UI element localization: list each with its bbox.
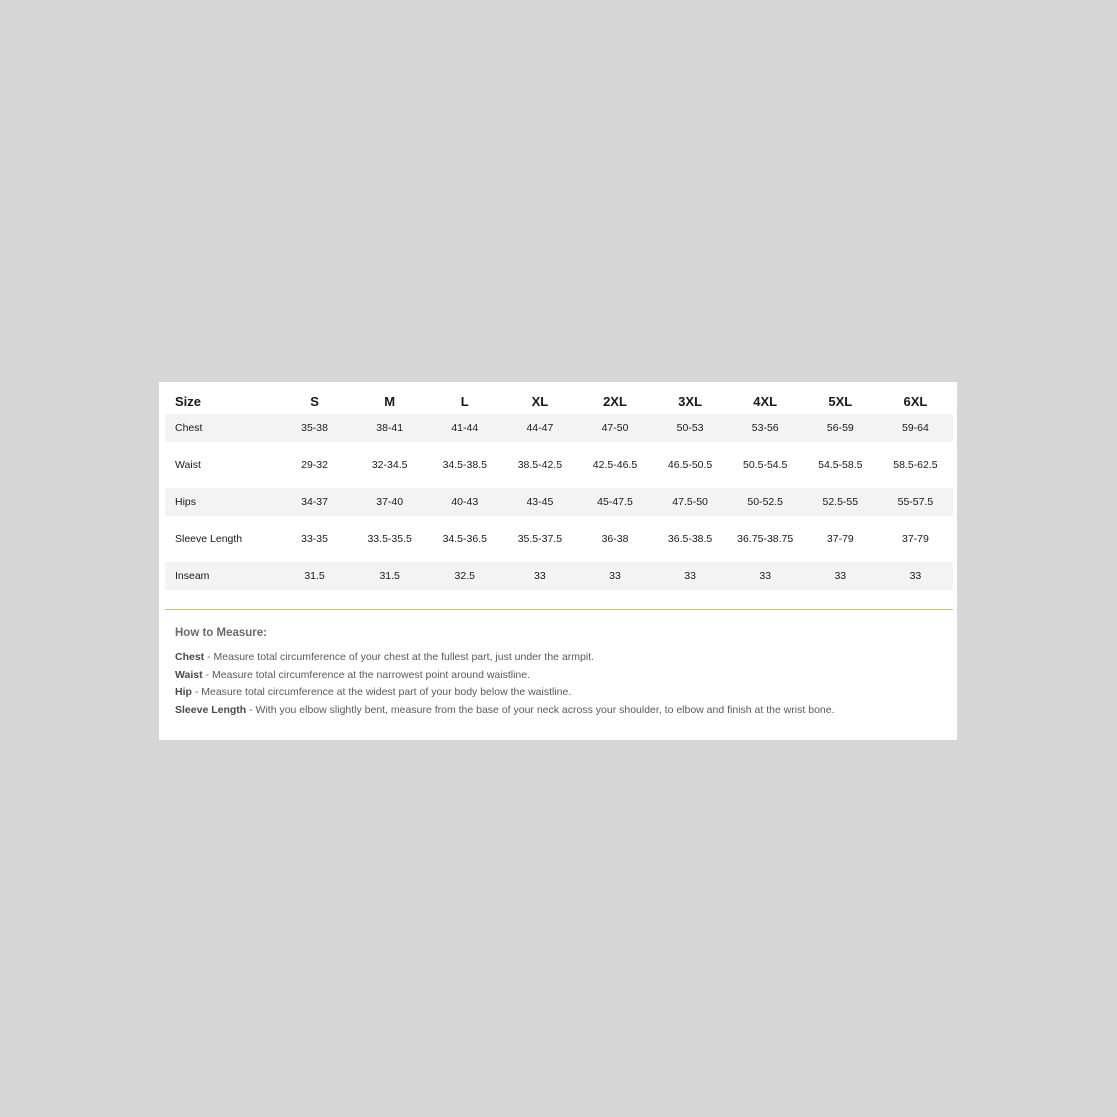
size-column-m: M xyxy=(384,393,396,409)
table-cell: 35.5-37.5 xyxy=(517,533,563,545)
size-column-xl: XL xyxy=(531,393,549,409)
size-column-l: L xyxy=(460,393,469,409)
table-cell: 36-38 xyxy=(601,533,629,545)
table-cell: 54.5-58.5 xyxy=(818,459,863,471)
table-cell: 35-38 xyxy=(277,414,352,442)
size-column-5xl: 5XL xyxy=(828,393,853,409)
row-label: Chest xyxy=(165,414,277,442)
table-cell: 47.5-50 xyxy=(653,488,728,516)
table-row-waist xyxy=(165,451,953,479)
table-cell: 31.5 xyxy=(352,562,427,590)
measure-text: - Measure total circumference at the narrowest point around waistline. xyxy=(202,668,531,681)
table-cell: 38-41 xyxy=(352,414,427,442)
measure-text: - With you elbow slightly bent, measure from the base of your neck across your shoulder, to elbow and finish at the wrist bone. xyxy=(246,703,835,716)
table-cell: 32.5 xyxy=(427,562,502,590)
table-cell: 50-53 xyxy=(653,414,728,442)
table-cell: 42.5-46.5 xyxy=(592,459,638,471)
table-row-sleeve-length xyxy=(165,525,953,553)
size-column-4xl: 4XL xyxy=(753,393,778,409)
measure-item-waist xyxy=(175,667,953,685)
table-row-chest xyxy=(165,414,953,442)
measure-term: Waist xyxy=(175,668,203,681)
table-cell: 33-35 xyxy=(301,533,328,545)
table-row-inseam xyxy=(165,562,953,590)
table-cell: 55-57.5 xyxy=(878,488,953,516)
how-to-measure-section xyxy=(165,627,953,719)
row-label: Hips xyxy=(165,488,277,516)
size-chart-table xyxy=(165,388,953,590)
row-label: Waist xyxy=(175,459,201,471)
how-to-measure-title: How to Measure: xyxy=(175,627,268,639)
table-cell: 53-56 xyxy=(728,414,803,442)
table-cell: 34-37 xyxy=(277,488,352,516)
measure-item-hip xyxy=(175,684,953,702)
table-cell: 40-43 xyxy=(427,488,502,516)
table-cell: 34.5-36.5 xyxy=(442,533,487,545)
size-column-s: S xyxy=(310,393,319,409)
measure-item-sleeve-length xyxy=(175,702,953,720)
table-cell: 37-40 xyxy=(352,488,427,516)
table-cell: 41-44 xyxy=(427,414,502,442)
table-header-row xyxy=(165,388,953,414)
table-cell: 59-64 xyxy=(878,414,953,442)
table-cell: 46.5-50.5 xyxy=(667,459,713,471)
table-cell: 44-47 xyxy=(502,414,577,442)
measure-item-chest xyxy=(175,649,953,667)
table-cell: 43-45 xyxy=(502,488,577,516)
measure-text: - Measure total circumference of your chest at the fullest part, just under the armpit. xyxy=(204,651,595,663)
table-cell: 58.5-62.5 xyxy=(893,459,938,471)
table-row-hips xyxy=(165,488,953,516)
measure-term: Chest xyxy=(175,651,205,663)
table-cell: 33 xyxy=(653,562,728,590)
measure-term: Hip xyxy=(175,686,192,698)
table-cell: 38.5-42.5 xyxy=(517,459,563,471)
table-cell: 37-79 xyxy=(902,533,929,545)
table-cell: 50.5-54.5 xyxy=(743,459,788,471)
table-cell: 33 xyxy=(803,562,878,590)
table-cell: 37-79 xyxy=(826,533,854,545)
table-cell: 45-47.5 xyxy=(577,488,652,516)
size-column-3xl: 3XL xyxy=(678,393,703,409)
size-column-2xl: 2XL xyxy=(603,393,627,409)
table-cell: 33 xyxy=(728,562,803,590)
table-cell: 32-34.5 xyxy=(371,459,408,471)
table-cell: 29-32 xyxy=(301,459,328,471)
measure-text: - Measure total circumference at the widest part of your body below the waistline. xyxy=(191,686,572,698)
section-divider xyxy=(165,609,953,610)
table-cell: 33.5-35.5 xyxy=(367,533,412,545)
table-cell: 47-50 xyxy=(577,414,652,442)
measure-term: Sleeve Length xyxy=(175,703,247,716)
table-cell: 36.75-38.75 xyxy=(737,533,794,545)
table-cell: 33 xyxy=(577,562,652,590)
table-cell: 33 xyxy=(878,562,953,590)
table-cell: 34.5-38.5 xyxy=(442,459,487,471)
row-label: Inseam xyxy=(165,562,277,590)
table-cell: 50-52.5 xyxy=(728,488,803,516)
table-cell: 33 xyxy=(502,562,577,590)
table-cell: 31.5 xyxy=(277,562,352,590)
size-column-6xl: 6XL xyxy=(903,393,928,409)
size-header-label: Size xyxy=(175,393,202,409)
table-cell: 56-59 xyxy=(803,414,878,442)
row-label: Sleeve Length xyxy=(175,533,243,545)
size-chart-card xyxy=(159,382,957,740)
table-cell: 36.5-38.5 xyxy=(667,533,713,545)
table-cell: 52.5-55 xyxy=(803,488,878,516)
